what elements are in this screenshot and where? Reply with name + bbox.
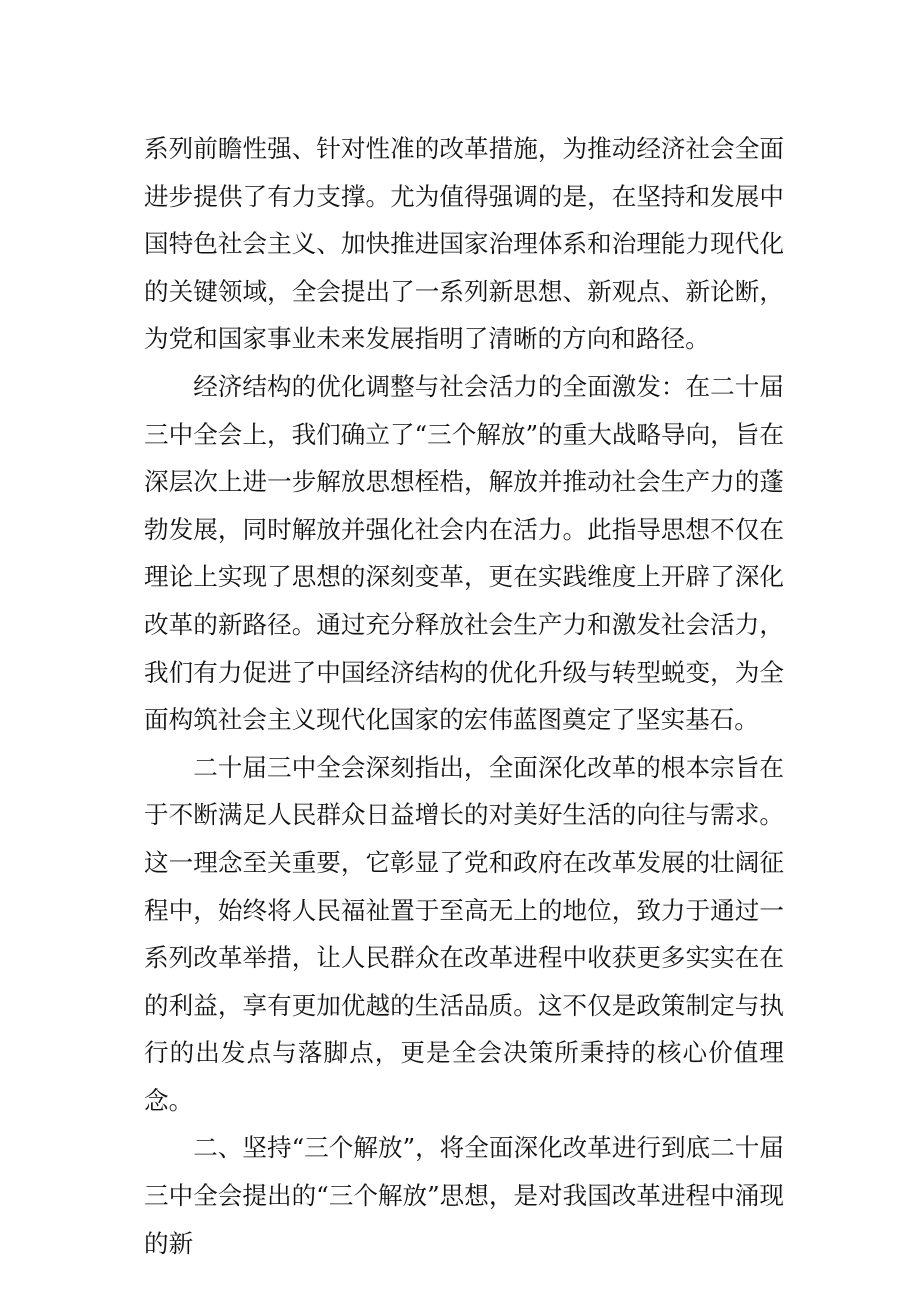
paragraph-section-two-heading: 二、坚持“三个解放”，将全面深化改革进行到底二十届三中全会提出的“三个解放”思想，是对我国改革进程中涌现的新: [144, 1133, 784, 1258]
document-page: [144, 125, 784, 1267]
paragraph-continuation: 系列前瞻性强、针对性准的改革措施，为推动经济社会全面进步提供了有力支撑。尤为值得强调的是，在坚持和发展中国特色社会主义、加快推进国家治理体系和治理能力现代化的关键领域，全会提出了一系列新思想、新观点、新论断，为党和国家事业未来发展指明了清晰的方向和路径。: [144, 134, 784, 354]
paragraph-reform-purpose: 二十届三中全会深刻指出，全面深化改革的根本宗旨在于不断满足人民群众日益增长的对美好生活的向往与需求。这一理念至关重要，它彰显了党和政府在改革发展的壮阔征程中，始终将人民福祉置于至高无上的地位，致力于通过一系列改革举措，让人民群众在改革进程中收获更多实实在在的利益，享有更加优越的生活品质。这不仅是政策制定与执行的出发点与落脚点，更是全会决策所秉持的核心价值理念。: [144, 752, 784, 1115]
paragraph-economic-structure: 经济结构的优化调整与社会活力的全面激发：在二十届三中全会上，我们确立了“三个解放”的重大战略导向，旨在深层次上进一步解放思想桎梏，解放并推动社会生产力的蓬勃发展，同时解放并强化社会内在活力。此指导思想不仅在理论上实现了思想的深刻变革，更在实践维度上开辟了深化改革的新路径。通过充分释放社会生产力和激发社会活力，我们有力促进了中国经济结构的优化升级与转型蜕变，为全面构筑社会主义现代化国家的宏伟蓝图奠定了坚实基石。: [144, 371, 784, 735]
